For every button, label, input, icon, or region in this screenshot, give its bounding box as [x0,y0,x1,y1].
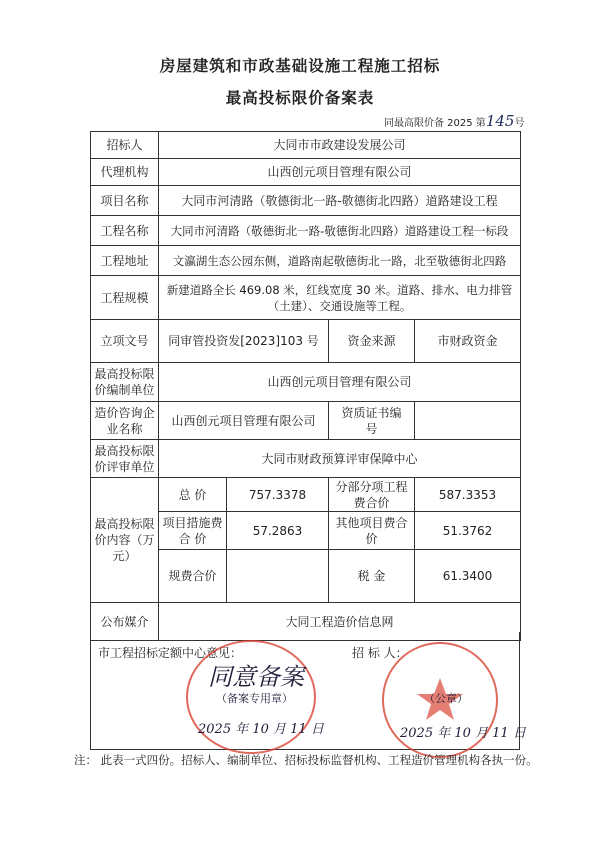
fund-source-value: 市财政资金 [415,320,521,363]
row-reviewer [91,440,521,478]
tenderer-value: 大同市市政建设发展公司 [159,132,521,159]
total-price-label: 总 价 [159,478,227,512]
other-cost-label: 其他项目费合价 [329,512,415,550]
fee-total-label: 规费合价 [159,550,227,603]
footnote: 注： 此表一式四份。招标人、编制单位、招标投标监督机构、工程造价管理机构各执一份。 [74,753,538,767]
subitem-cost-label: 分部分项工程费合价 [329,478,415,512]
media-label: 公布媒介 [91,603,159,641]
row-address [91,246,521,276]
agency-label: 代理机构 [91,159,159,186]
agency-value: 山西创元项目管理有限公司 [159,159,521,186]
scale-value: 新建道路全长 469.08 米，红线宽度 30 米。道路、排水、电力排管（土建）、交通设施等工程。 [159,276,521,320]
media-value: 大同工程造价信息网 [159,603,521,641]
center-sign-date: 2025 年 10 月 11 日 [198,722,324,737]
row-project-name [91,186,521,216]
compiler-value: 山西创元项目管理有限公司 [159,363,521,402]
row-scale [91,276,521,320]
row-agency [91,159,521,186]
tenderer-sign-date: 2025 年 10 月 11 日 [400,726,526,741]
address-label: 工程地址 [91,246,159,276]
subitem-cost-value: 587.3353 [415,478,521,512]
consultant-value: 山西创元项目管理有限公司 [159,402,329,440]
consultant-label: 造价咨询企业名称 [91,402,159,440]
tax-label: 税 金 [329,550,415,603]
approval-handwriting: 同意备案 [208,663,304,691]
document-title: 房屋建筑和市政基础设施工程施工招标 [159,57,441,75]
official-seal-note: （公章） [424,692,468,705]
measure-cost-value: 57.2863 [227,512,329,550]
compiler-label: 最高投标限价编制单位 [91,363,159,402]
certificate-value [415,402,521,440]
engineering-name-value: 大同市河清路（敬德街北一路-敬德街北四路）道路建设工程一标段 [159,216,521,246]
reviewer-value: 大同市财政预算评审保障中心 [159,440,521,478]
approval-value: 同审管投资发[2023]103 号 [159,320,329,363]
filing-seal-note: （备案专用章） [216,692,293,705]
center-opinion-label: 市工程招标定额中心意见： [98,646,243,660]
row-price-total [91,478,521,512]
other-cost-value: 51.3762 [415,512,521,550]
fee-total-value [227,550,329,603]
row-approval [91,320,521,363]
tax-value: 61.3400 [415,550,521,603]
project-name-label: 项目名称 [91,186,159,216]
approval-label: 立项文号 [91,320,159,363]
price-content-label: 最高投标限价内容（万元） [91,478,159,603]
reviewer-label: 最高投标限价评审单位 [91,440,159,478]
tenderer-sign-label: 招 标 人： [352,646,408,660]
row-compiler [91,363,521,402]
filing-form-table [90,131,521,641]
reference-number [384,112,524,130]
scale-label: 工程规模 [91,276,159,320]
tenderer-label: 招标人 [91,132,159,159]
reference-handwritten-number: 145 [485,112,515,130]
row-tenderer [91,132,521,159]
row-engineering-name [91,216,521,246]
engineering-name-label: 工程名称 [91,216,159,246]
measure-cost-label: 项目措施费合 价 [159,512,227,550]
total-price-value: 757.3378 [227,478,329,512]
document-subtitle: 最高投标限价备案表 [225,89,375,107]
reference-suffix: 号 [514,118,525,129]
certificate-label: 资质证书编 号 [329,402,415,440]
address-value: 文瀛湖生态公园东侧，道路南起敬德街北一路，北至敬德街北四路 [159,246,521,276]
reference-prefix: 同最高限价备 2025 第 [384,118,486,129]
row-consultant [91,402,521,440]
project-name-value: 大同市河清路（敬德街北一路-敬德街北四路）道路建设工程 [159,186,521,216]
fund-source-label: 资金来源 [329,320,415,363]
